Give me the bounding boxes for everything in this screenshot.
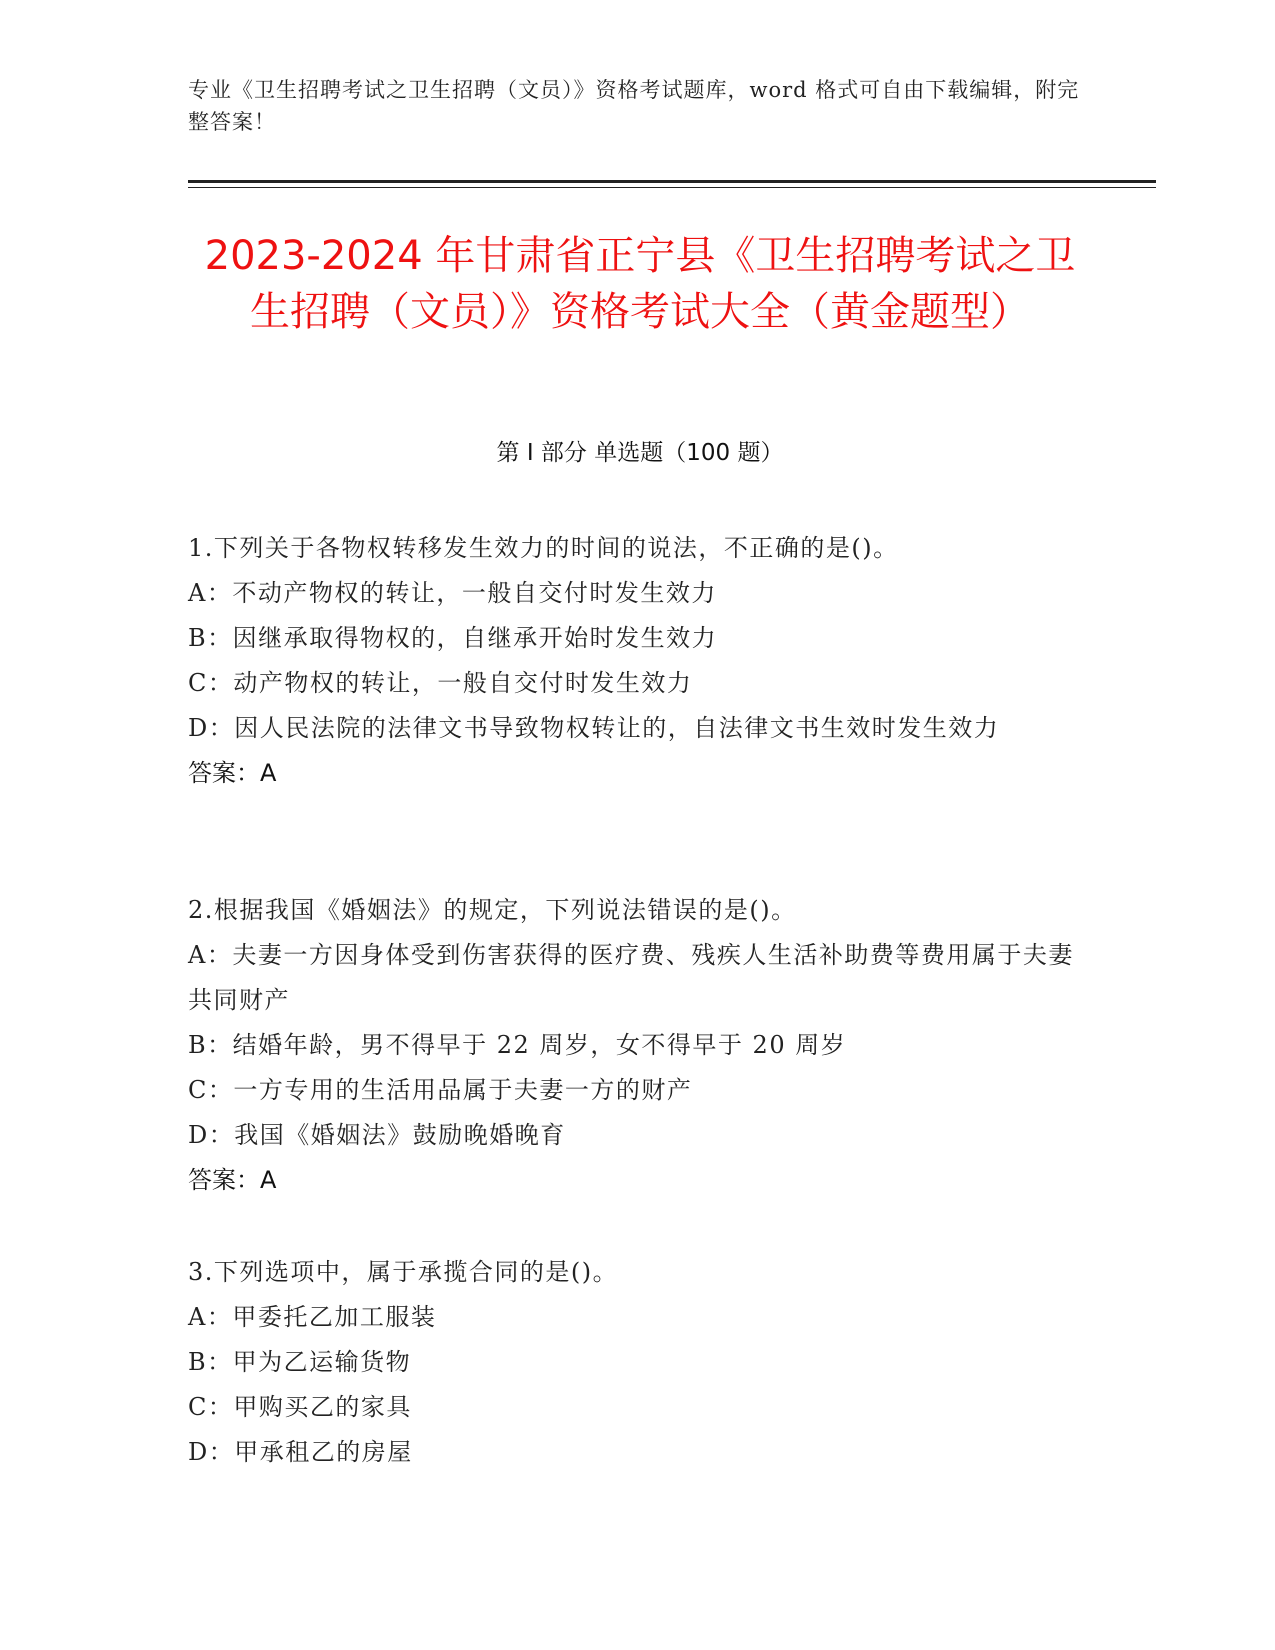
answer: 答案：A (188, 759, 277, 787)
option-d: D：因人民法院的法律文书导致物权转让的，自法律文书生效时发生效力 (188, 714, 1000, 742)
option-d: D：甲承租乙的房屋 (188, 1438, 413, 1466)
question-stem: 1.下列关于各物权转移发生效力的时间的说法，不正确的是()。 (188, 534, 899, 562)
option-b: B：因继承取得物权的，自继承开始时发生效力 (188, 624, 718, 652)
header-rule-thick (188, 180, 1156, 183)
question-3 (188, 1250, 1088, 1475)
question-stem: 2.根据我国《婚姻法》的规定，下列说法错误的是()。 (188, 896, 797, 924)
option-d: D：我国《婚姻法》鼓励晚婚晚育 (188, 1121, 566, 1149)
header-rule-thin (188, 187, 1156, 188)
answer: 答案：A (188, 1166, 277, 1194)
question-1 (188, 526, 1088, 796)
option-c: C：动产物权的转让，一般自交付时发生效力 (188, 669, 693, 697)
option-b: B：甲为乙运输货物 (188, 1348, 412, 1376)
option-a: A：不动产物权的转让，一般自交付时发生效力 (188, 579, 717, 607)
option-c: C：甲购买乙的家具 (188, 1393, 412, 1421)
option-b: B：结婚年龄，男不得早于 22 周岁，女不得早于 20 周岁 (188, 1031, 847, 1059)
document-title: 2023-2024 年甘肃省正宁县《卫生招聘考试之卫生招聘（文员）》资格考试大全（黄金题型） (204, 233, 1076, 335)
section-title: 第 I 部分 单选题（100 题） (496, 440, 784, 466)
option-a: A：夫妻一方因身体受到伤害获得的医疗费、残疾人生活补助费等费用属于夫妻共同财产 (188, 941, 1074, 1014)
option-a: A：甲委托乙加工服装 (188, 1303, 437, 1331)
header-note: 专业《卫生招聘考试之卫生招聘（文员）》资格考试题库，word 格式可自由下载编辑，附完整答案！ (188, 78, 1080, 134)
question-stem: 3.下列选项中，属于承揽合同的是()。 (188, 1258, 619, 1286)
question-2 (188, 888, 1088, 1203)
option-c: C：一方专用的生活用品属于夫妻一方的财产 (188, 1076, 693, 1104)
